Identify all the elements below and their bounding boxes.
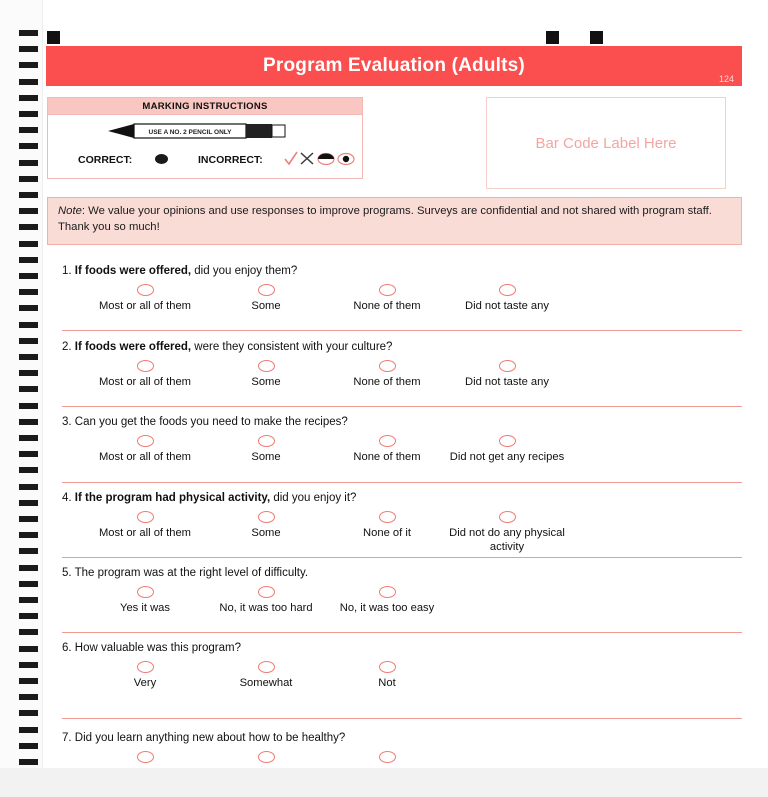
timing-mark — [19, 95, 38, 101]
binding-strip — [0, 0, 43, 768]
timing-mark — [19, 516, 38, 522]
correct-filled-bubble-icon — [155, 154, 168, 164]
option-row — [62, 284, 742, 330]
answer-label: Most or all of them — [98, 451, 192, 463]
answer-label: Did not taste any — [465, 300, 549, 312]
timing-mark — [19, 727, 38, 733]
timing-mark — [19, 176, 38, 182]
answer-label: Did not get any recipes — [449, 451, 565, 463]
answer-bubble[interactable] — [137, 586, 154, 598]
question-separator — [62, 482, 742, 483]
question-body: did you enjoy them? — [191, 265, 298, 277]
timing-mark — [19, 467, 38, 473]
timing-mark — [19, 192, 38, 198]
question-text — [62, 415, 742, 429]
question-emphasis: If foods were offered, — [74, 265, 192, 277]
answer-option[interactable] — [432, 284, 582, 314]
answer-bubble[interactable] — [137, 284, 154, 296]
timing-mark — [19, 127, 38, 133]
note-prefix: Note — [58, 205, 82, 217]
timing-mark — [19, 322, 38, 328]
timing-mark — [19, 46, 38, 52]
question-block — [62, 415, 742, 481]
timing-mark — [19, 613, 38, 619]
timing-mark — [19, 565, 38, 571]
answer-bubble[interactable] — [258, 435, 275, 447]
question-body: The program was at the right level of difficulty. — [74, 567, 309, 579]
question-separator — [62, 632, 742, 633]
timing-mark — [19, 30, 38, 36]
question-block — [62, 340, 742, 406]
question-body: Did you learn anything new about how to be healthy? — [74, 732, 346, 744]
answer-option[interactable] — [312, 586, 462, 616]
registration-mark-top-right — [590, 31, 603, 44]
x-mark-icon — [301, 153, 313, 164]
note-text — [58, 204, 731, 235]
question-number: 6. — [62, 642, 75, 654]
registration-mark-top-left — [47, 31, 60, 44]
answer-bubble[interactable] — [137, 435, 154, 447]
timing-mark — [19, 678, 38, 684]
answer-bubble[interactable] — [137, 511, 154, 523]
correct-label: CORRECT: — [78, 154, 133, 166]
option-row — [62, 586, 742, 632]
timing-mark — [19, 743, 38, 749]
timing-mark — [19, 532, 38, 538]
timing-mark — [19, 386, 38, 392]
answer-bubble[interactable] — [499, 435, 516, 447]
answer-label: Most or all of them — [98, 376, 192, 388]
answer-label: Yes it was — [120, 602, 170, 614]
question-number: 5. — [62, 567, 75, 579]
question-emphasis: If the program had physical activity, — [74, 492, 271, 504]
timing-mark — [19, 435, 38, 441]
timing-mark — [19, 581, 38, 587]
timing-mark — [19, 484, 38, 490]
question-number: 1. — [62, 265, 75, 277]
answer-label: Some — [251, 376, 281, 388]
check-mark-icon — [285, 152, 297, 164]
question-body: did you enjoy it? — [270, 492, 357, 504]
answer-label: Not — [378, 677, 396, 689]
answer-bubble[interactable] — [379, 284, 396, 296]
question-separator — [62, 330, 742, 331]
option-row — [62, 435, 742, 481]
timing-mark — [19, 62, 38, 68]
answer-bubble[interactable] — [137, 661, 154, 673]
timing-mark — [19, 273, 38, 279]
note-box — [47, 197, 742, 245]
question-number: 4. — [62, 492, 75, 504]
answer-bubble[interactable] — [379, 751, 396, 763]
answer-label: Some — [251, 300, 281, 312]
answer-label: None of them — [353, 451, 421, 463]
form-title-banner — [46, 46, 742, 86]
question-separator — [62, 718, 742, 719]
question-number: 3. — [62, 416, 75, 428]
form-title: Program Evaluation (Adults) — [263, 55, 525, 76]
option-row — [62, 511, 742, 557]
timing-mark — [19, 289, 38, 295]
question-block — [62, 264, 742, 330]
timing-mark — [19, 305, 38, 311]
note-body: : We value your opinions and use responses to improve programs. Surveys are confidential and not shared with program staff. Thank you so much! — [58, 205, 712, 233]
timing-mark — [19, 629, 38, 635]
answer-label: Most or all of them — [98, 300, 192, 312]
answer-bubble[interactable] — [379, 435, 396, 447]
answer-bubble[interactable] — [258, 751, 275, 763]
pencil-label: USE A NO. 2 PENCIL ONLY — [148, 129, 232, 136]
question-block — [62, 641, 742, 707]
marking-examples-row — [48, 149, 364, 171]
answer-label: Did not taste any — [465, 376, 549, 388]
answer-bubble[interactable] — [379, 661, 396, 673]
answer-label: Some — [251, 451, 281, 463]
question-body: How valuable was this program? — [74, 642, 241, 654]
timing-mark — [19, 759, 38, 765]
incorrect-marks-group — [284, 151, 356, 167]
pencil-icon — [108, 123, 286, 139]
option-row — [62, 360, 742, 406]
answer-bubble[interactable] — [499, 360, 516, 372]
question-text — [62, 340, 742, 354]
timing-mark — [19, 548, 38, 554]
answer-option[interactable] — [312, 751, 462, 767]
timing-mark — [19, 257, 38, 263]
answer-label: Did not do any physical activity — [449, 527, 565, 553]
question-block — [62, 491, 742, 557]
answer-label: No, it was too hard — [219, 602, 313, 614]
question-block — [62, 731, 742, 797]
question-number: 7. — [62, 732, 75, 744]
timing-mark — [19, 710, 38, 716]
marking-instructions-heading: MARKING INSTRUCTIONS — [48, 98, 362, 115]
question-body: were they consistent with your culture? — [191, 341, 393, 353]
barcode-label-area — [486, 97, 726, 189]
timing-mark — [19, 403, 38, 409]
timing-mark — [19, 111, 38, 117]
timing-mark — [19, 224, 38, 230]
answer-label: Somewhat — [239, 677, 293, 689]
question-text — [62, 731, 742, 745]
answer-bubble[interactable] — [379, 586, 396, 598]
question-separator — [62, 406, 742, 407]
answer-option[interactable] — [312, 661, 462, 691]
answer-label: No, it was too easy — [339, 602, 435, 614]
answer-option[interactable] — [432, 511, 582, 554]
timing-mark — [19, 354, 38, 360]
question-text — [62, 641, 742, 655]
answer-bubble[interactable] — [258, 511, 275, 523]
question-number: 2. — [62, 341, 75, 353]
answer-label: None of them — [353, 376, 421, 388]
answer-option[interactable] — [432, 435, 582, 465]
answer-option[interactable] — [432, 360, 582, 390]
question-text — [62, 566, 742, 580]
timing-mark — [19, 241, 38, 247]
question-separator — [62, 557, 742, 558]
answer-bubble[interactable] — [137, 360, 154, 372]
option-row — [62, 661, 742, 707]
marking-instructions-body — [48, 115, 362, 179]
incorrect-label: INCORRECT: — [198, 154, 263, 166]
timing-mark — [19, 143, 38, 149]
answer-label: Some — [251, 527, 281, 539]
answer-label: None of it — [363, 527, 411, 539]
question-text — [62, 491, 742, 505]
registration-mark-top-center — [546, 31, 559, 44]
timing-mark — [19, 79, 38, 85]
question-text — [62, 264, 742, 278]
form-number: 124 — [718, 74, 734, 84]
timing-mark — [19, 370, 38, 376]
timing-mark — [19, 597, 38, 603]
timing-mark — [19, 451, 38, 457]
timing-mark — [19, 338, 38, 344]
answer-bubble[interactable] — [258, 284, 275, 296]
question-body: Can you get the foods you need to make the recipes? — [74, 416, 348, 428]
answer-bubble[interactable] — [137, 751, 154, 763]
option-row — [62, 751, 742, 797]
timing-mark — [19, 662, 38, 668]
answer-label: None of them — [353, 300, 421, 312]
dot-in-ellipse-icon — [338, 154, 354, 165]
answer-label: Most or all of them — [98, 527, 192, 539]
answer-bubble[interactable] — [258, 360, 275, 372]
half-filled-ellipse-icon — [318, 154, 334, 165]
timing-mark — [19, 694, 38, 700]
timing-mark — [19, 208, 38, 214]
timing-mark — [19, 419, 38, 425]
answer-bubble[interactable] — [499, 511, 516, 523]
answer-bubble[interactable] — [379, 360, 396, 372]
marking-instructions-box — [47, 97, 363, 179]
answer-bubble[interactable] — [499, 284, 516, 296]
timing-mark — [19, 500, 38, 506]
answer-bubble[interactable] — [258, 661, 275, 673]
question-emphasis: If foods were offered, — [74, 341, 192, 353]
answer-label: Very — [133, 677, 157, 689]
timing-mark — [19, 160, 38, 166]
question-block — [62, 566, 742, 632]
answer-bubble[interactable] — [379, 511, 396, 523]
answer-bubble[interactable] — [258, 586, 275, 598]
barcode-placeholder-text: Bar Code Label Here — [535, 134, 677, 152]
timing-mark — [19, 646, 38, 652]
